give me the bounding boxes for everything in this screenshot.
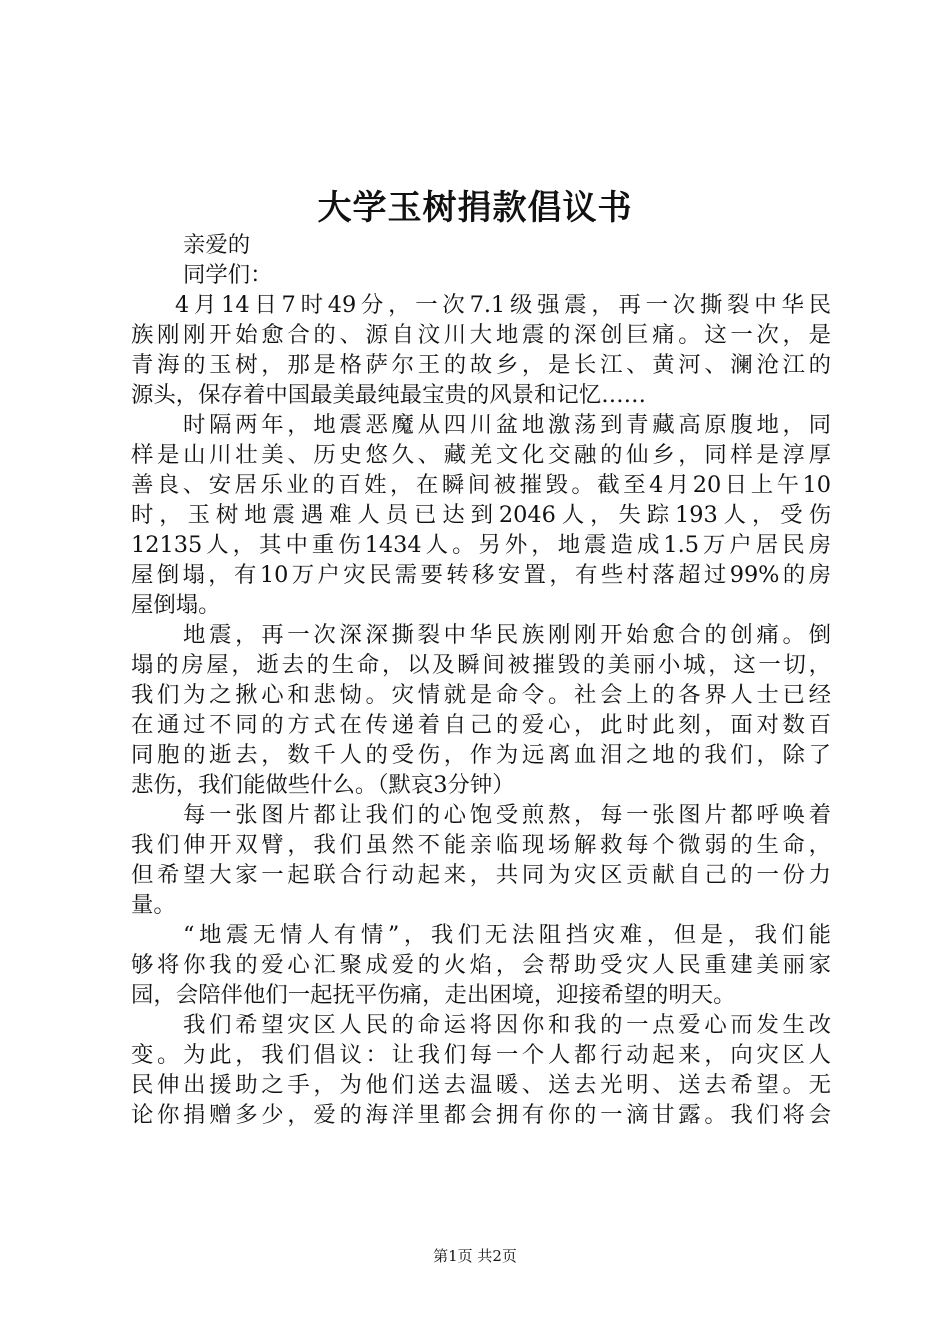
body-line: 民伸出援助之手，为他们送去温暖、送去光明、送去希望。无: [131, 1072, 831, 1098]
page-footer: 第1页 共2页: [433, 1247, 517, 1265]
body-line: 变。为此，我们倡议：让我们每一个人都行动起来，向灾区人: [131, 1042, 831, 1068]
body-line: 量。: [131, 892, 176, 918]
body-line: “地震无情人有情”，我们无法阻挡灾难，但是，我们能: [183, 922, 831, 948]
body-line: 时，玉树地震遇难人员已达到2046人，失踪193人，受伤: [131, 502, 831, 528]
body-line: 源头，保存着中国最美最纯最宝贵的风景和记忆……: [131, 382, 646, 408]
document-body: [131, 230, 831, 1130]
body-line: 善良、安居乐业的百姓，在瞬间被摧毁。截至4月20日上午10: [131, 472, 831, 498]
salutation-line-2: 同学们：: [183, 262, 273, 288]
salutation-line-1: 亲爱的: [183, 232, 251, 258]
body-line: 我们为之揪心和悲恸。灾情就是命令。社会上的各界人士已经: [131, 682, 831, 708]
body-line: 4月14日7时49分，一次7.1级强震，再一次撕裂中华民: [175, 292, 831, 318]
document-title: 大学玉树捐款倡议书: [317, 188, 633, 228]
body-line: 族刚刚开始愈合的、源自汶川大地震的深创巨痛。这一次，是: [131, 322, 831, 348]
body-line: 屋倒塌。: [131, 592, 221, 618]
body-line: 在通过不同的方式在传递着自己的爱心，此时此刻，面对数百: [131, 712, 831, 738]
body-line: 12135人，其中重伤1434人。另外，地震造成1.5万户居民房: [131, 532, 831, 558]
body-line: 我们希望灾区人民的命运将因你和我的一点爱心而发生改: [183, 1012, 831, 1038]
body-line: 地震，再一次深深撕裂中华民族刚刚开始愈合的创痛。倒: [183, 622, 831, 648]
body-line: 样是山川壮美、历史悠久、藏羌文化交融的仙乡，同样是淳厚: [131, 442, 831, 468]
body-line: 论你捐赠多少，爱的海洋里都会拥有你的一滴甘露。我们将会: [131, 1102, 831, 1128]
body-line: 每一张图片都让我们的心饱受煎熬，每一张图片都呼唤着: [183, 802, 831, 828]
body-line: 塌的房屋，逝去的生命，以及瞬间被摧毁的美丽小城，这一切，: [131, 652, 831, 678]
body-line: 园，会陪伴他们一起抚平伤痛，走出困境，迎接希望的明天。: [131, 982, 736, 1008]
body-line: 够将你我的爱心汇聚成爱的火焰，会帮助受灾人民重建美丽家: [131, 952, 831, 978]
body-line: 时隔两年，地震恶魔从四川盆地激荡到青藏高原腹地，同: [183, 412, 831, 438]
body-line: 屋倒塌，有10万户灾民需要转移安置，有些村落超过99%的房: [131, 562, 831, 588]
body-line: 悲伤，我们能做些什么。（默哀3分钟）: [131, 772, 515, 798]
body-line: 青海的玉树，那是格萨尔王的故乡，是长江、黄河、澜沧江的: [131, 352, 831, 378]
body-line: 我们伸开双臂，我们虽然不能亲临现场解救每个微弱的生命，: [131, 832, 831, 858]
body-line: 但希望大家一起联合行动起来，共同为灾区贡献自己的一份力: [131, 862, 831, 888]
body-line: 同胞的逝去，数千人的受伤，作为远离血泪之地的我们，除了: [131, 742, 831, 768]
